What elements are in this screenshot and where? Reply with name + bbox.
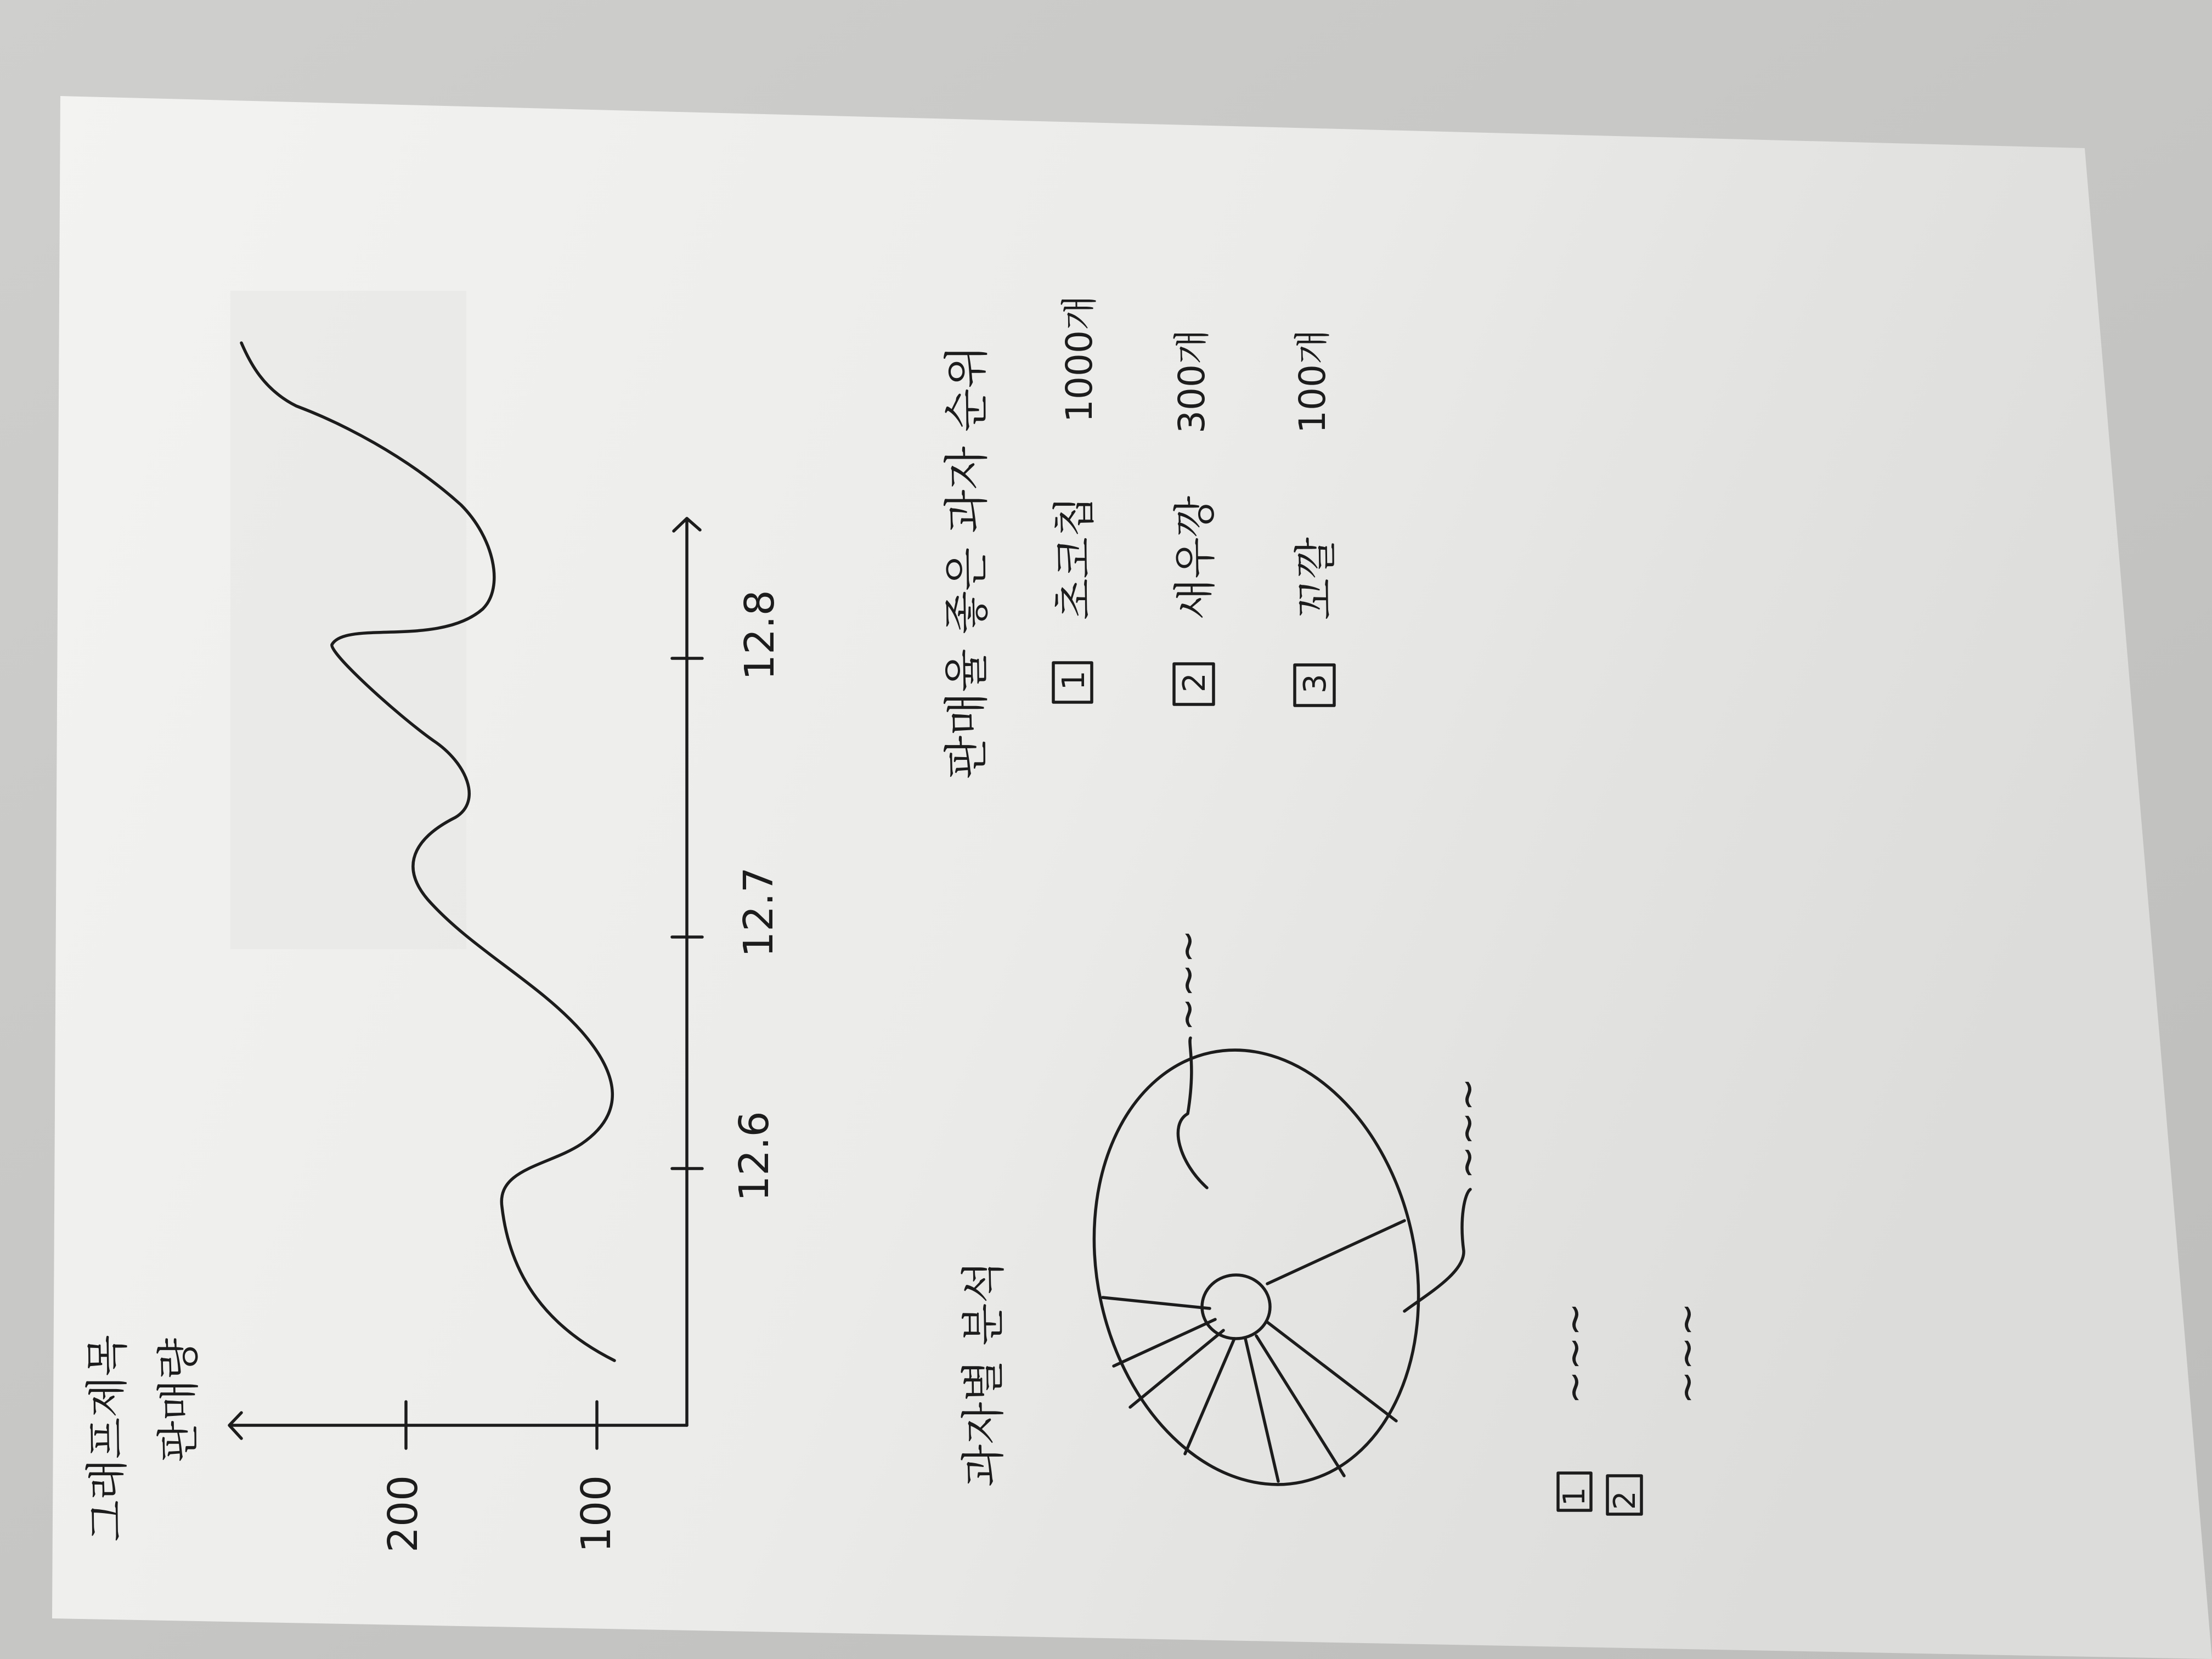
rank-name-2: 새우깡	[1171, 495, 1220, 620]
y-tick-label-100: 100	[573, 1475, 620, 1553]
rank-amount-1: 1000개	[1058, 295, 1101, 422]
rank-number-2: 2	[1177, 673, 1212, 692]
chart-ylabel-unit: 판매량	[154, 1338, 204, 1462]
rank-name-1: 초코칩	[1050, 495, 1099, 620]
legend-number-1: 1	[1557, 1487, 1592, 1506]
rank-name-3: 꼬깔	[1291, 537, 1341, 620]
legend-text-2: ~~~	[1663, 1302, 1711, 1404]
y-tick-label-200: 200	[380, 1475, 427, 1553]
x-tick-label-12-8: 12.8	[736, 590, 783, 680]
ranking-title: 판매율 좋은 과자 순위	[941, 345, 993, 779]
rank-amount-2: 300개	[1171, 329, 1213, 433]
rank-number-3: 3	[1297, 674, 1333, 693]
rank-amount-3: 100개	[1291, 329, 1334, 433]
x-tick-label-12-6: 12.6	[731, 1111, 778, 1201]
rank-number-1: 1	[1056, 670, 1092, 690]
legend-text-1: ~~~	[1551, 1302, 1598, 1404]
pie-callout-label-2: ~~~	[1444, 1077, 1491, 1180]
x-tick-label-12-7: 12.7	[735, 867, 782, 957]
legend-number-2: 2	[1607, 1491, 1642, 1510]
pie-callout-label-1: ~~~	[1164, 929, 1211, 1031]
bleed-through	[230, 291, 466, 949]
pie-title: 과자별 분석	[958, 1261, 1009, 1487]
chart-ylabel: 그래프제목	[83, 1335, 132, 1542]
